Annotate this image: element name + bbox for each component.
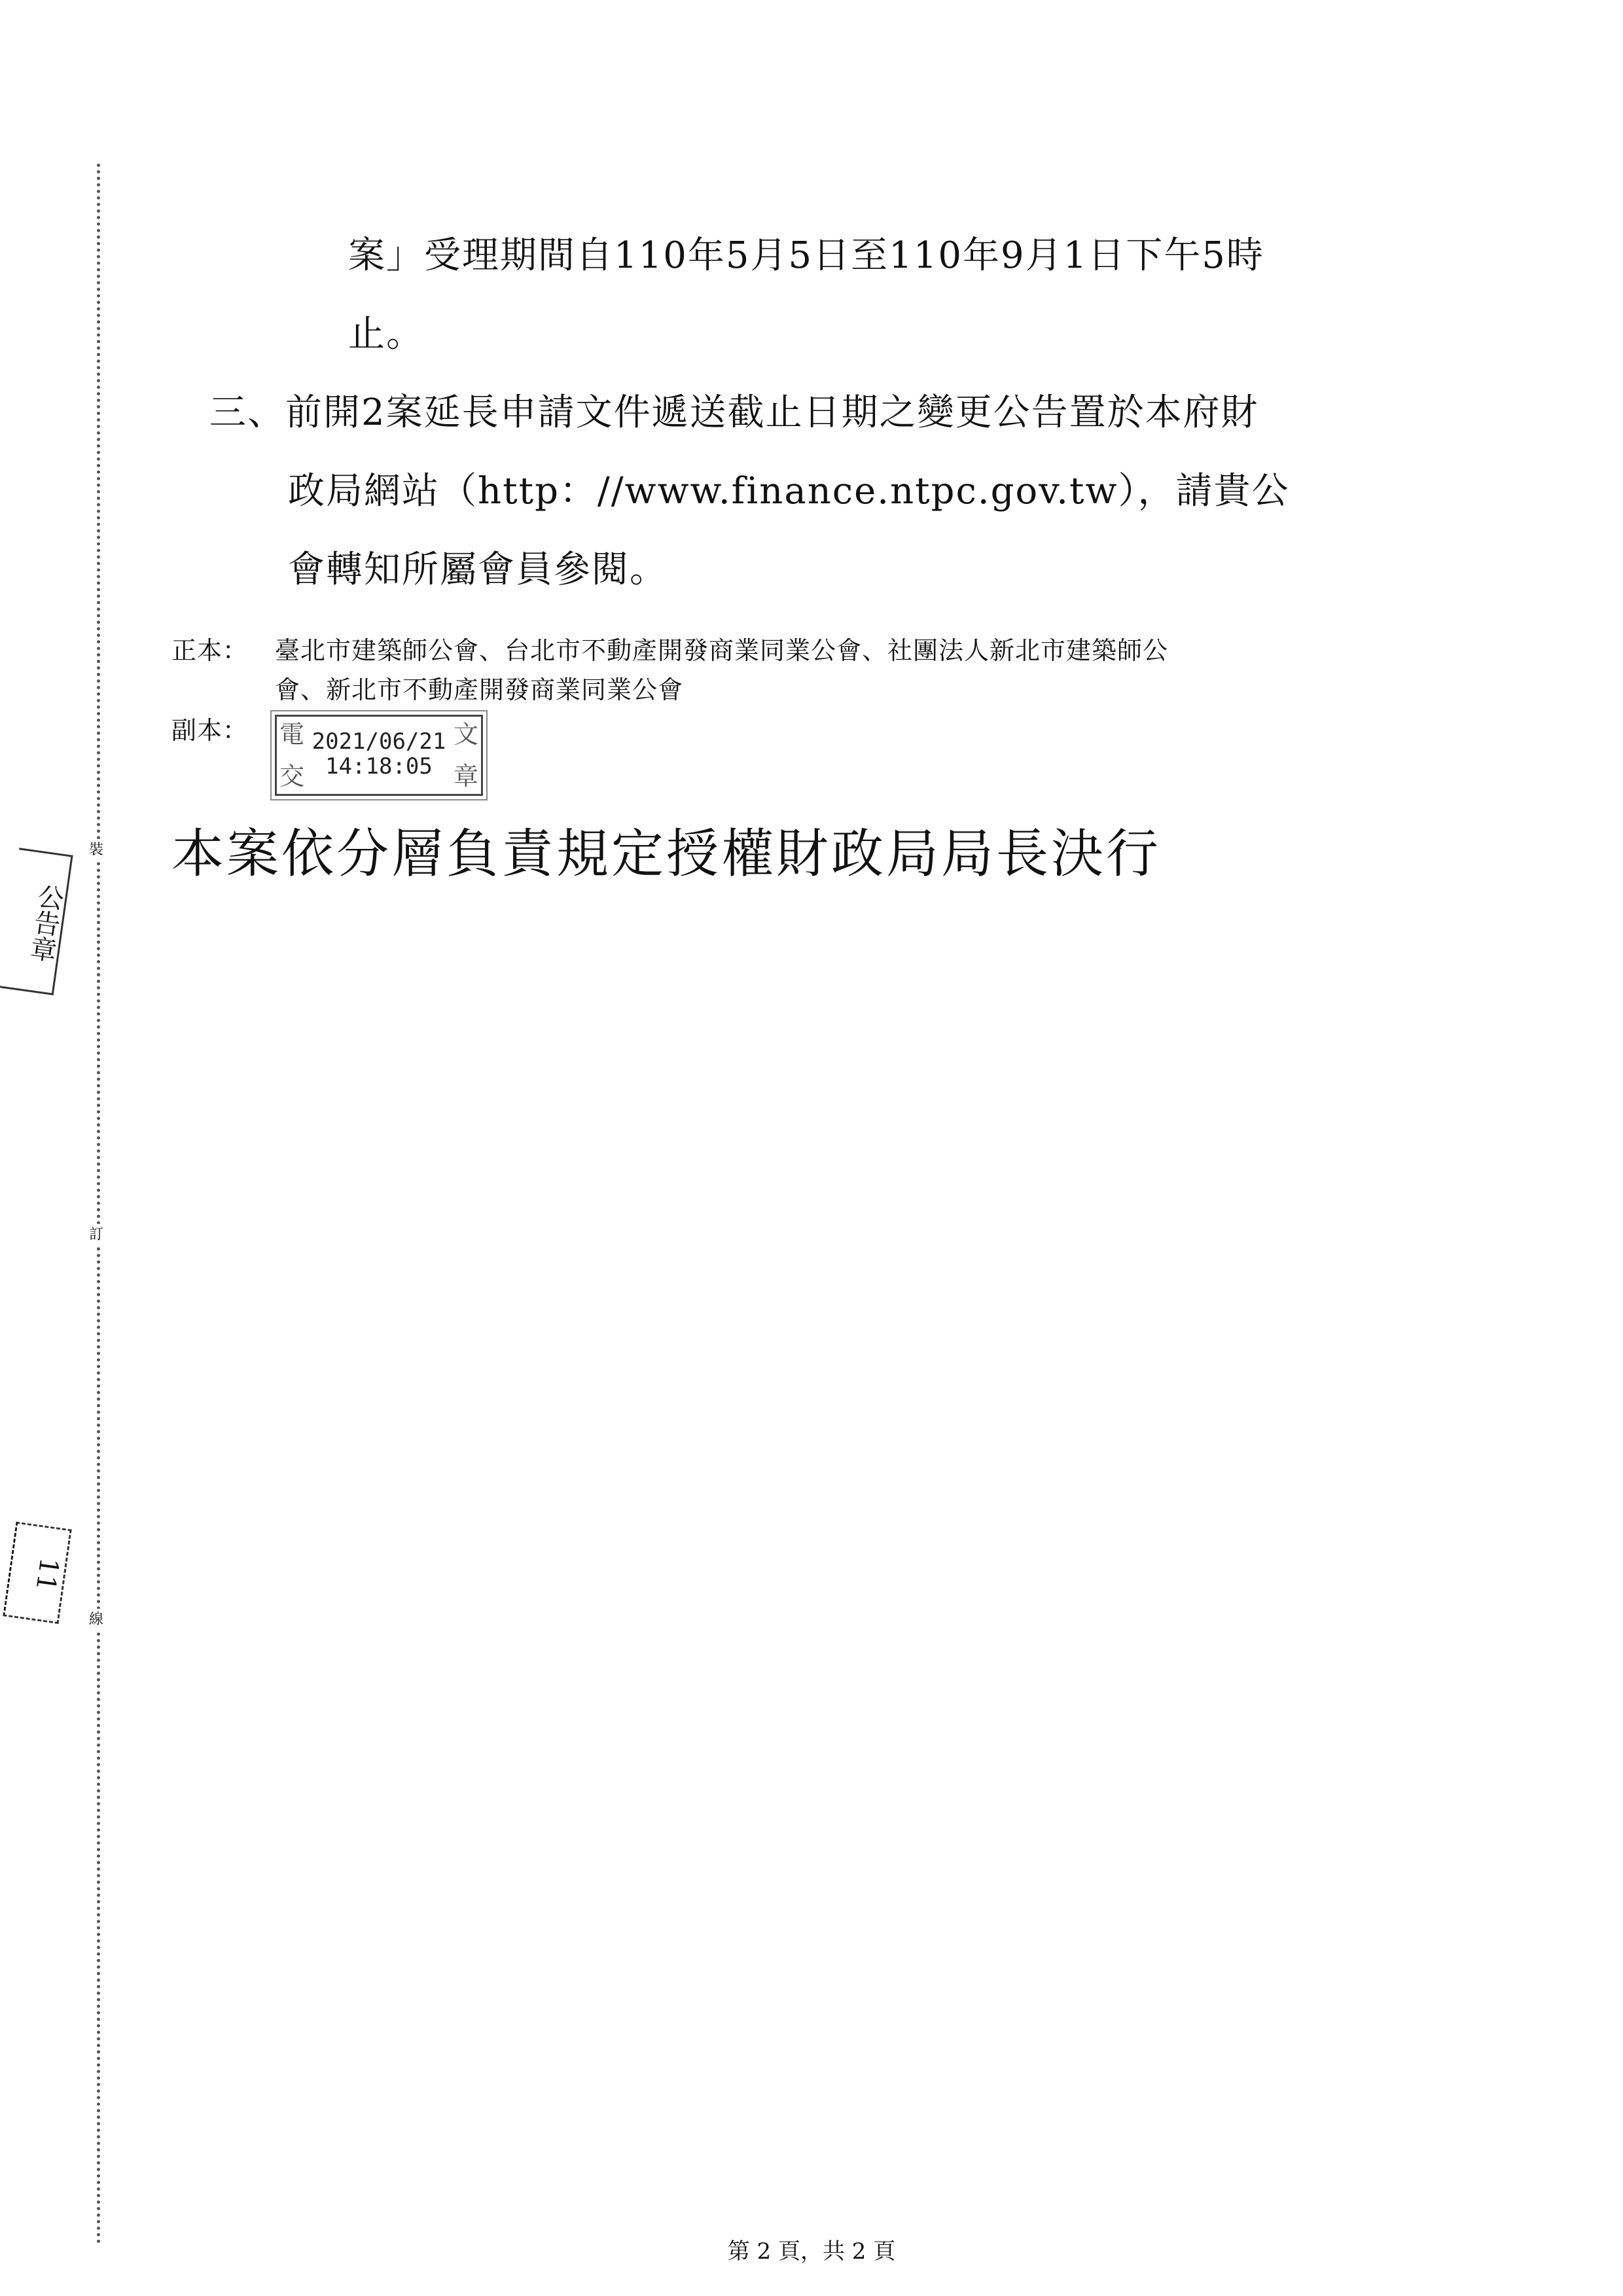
binding-mark-zhuang: 裝 xyxy=(89,839,103,861)
body-line-2: 止。 xyxy=(348,313,424,355)
primary-recipients-line-1: 臺北市建築師公會、台北市不動產開發商業同業公會、社團法人新北市建築師公 xyxy=(275,636,1169,665)
page-number-footer: 第 2 頁，共 2 頁 xyxy=(727,2238,896,2265)
stamp-date: 2021/06/21 xyxy=(312,728,446,755)
copy-recipients-label: 副本： xyxy=(171,716,249,745)
binding-mark-ding: 訂 xyxy=(89,1224,103,1246)
stamp-corner-bottom-left: 交 xyxy=(279,762,305,791)
electronic-seal-stamp xyxy=(275,715,483,796)
binding-dotted-line xyxy=(97,164,100,2245)
binding-mark-xian: 線 xyxy=(89,1609,103,1631)
side-seal-public-notice: 公告章 xyxy=(0,848,73,995)
body-line-5: 會轉知所屬會員參閱。 xyxy=(288,548,668,591)
body-line-4-url: 政局網站（http：//www.finance.ntpc.gov.tw），請貴公 xyxy=(288,470,1290,512)
primary-recipients-label: 正本： xyxy=(171,636,249,665)
body-line-3: 三、前開2案延長申請文件遞送截止日期之變更公告置於本府財 xyxy=(209,391,1259,434)
authorization-statement: 本案依分層負責規定授權財政局局長決行 xyxy=(171,823,1161,884)
side-seal-mark: 11 xyxy=(3,1522,71,1624)
stamp-time: 14:18:05 xyxy=(325,753,433,780)
body-line-1: 案」受理期間自110年5月5日至110年9月1日下午5時 xyxy=(348,234,1264,277)
stamp-corner-top-left: 電 xyxy=(279,720,305,749)
stamp-corner-bottom-right: 章 xyxy=(453,762,478,791)
stamp-corner-top-right: 文 xyxy=(453,720,478,749)
primary-recipients-line-2: 會、新北市不動產開發商業同業公會 xyxy=(275,675,684,704)
